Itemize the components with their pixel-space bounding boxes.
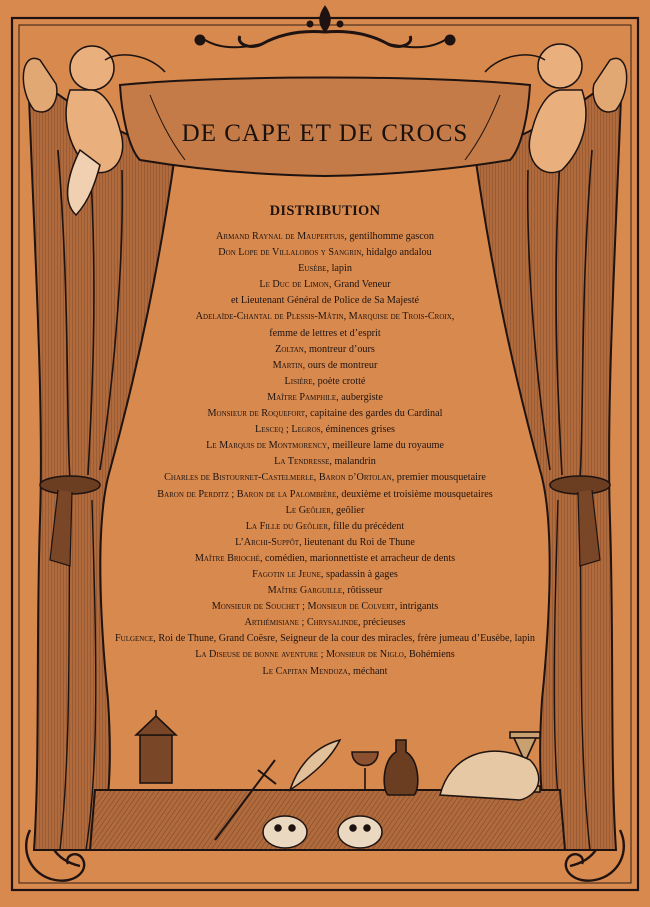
character-name: Monsieur de Roquefort — [207, 408, 306, 420]
cast-entry — [0, 503, 650, 519]
plumed-hat-icon — [440, 751, 539, 800]
cast-list — [0, 229, 650, 680]
stage-props — [90, 710, 565, 850]
character-role: , précieuses — [357, 617, 406, 629]
character-role: , deuxième et troisième mousquetaires — [336, 488, 493, 500]
character-role: , éminences grises — [320, 424, 395, 436]
top-ornament-icon — [195, 6, 455, 47]
character-name: Arthémisiane ; Chrysalinde — [244, 617, 358, 629]
character-role: , aubergiste — [336, 391, 383, 403]
cast-entry — [0, 567, 650, 583]
character-name: Baron de Perditz ; Baron de la Palombière — [157, 488, 337, 500]
character-name: Lisière — [284, 375, 313, 387]
cast-entry — [0, 438, 650, 454]
cast-entry — [0, 261, 650, 277]
character-role: et Lieutenant Général de Police de Sa Majesté — [230, 295, 420, 307]
character-role: , Roi de Thune, Grand Coësre, Seigneur de la cour des miracles, frère jumeau d’Eusèbe, lapin — [153, 633, 536, 645]
character-name: Le Geôlier — [285, 504, 331, 516]
character-name: Don Lope de Villalobos y Sangrin — [218, 247, 362, 259]
cast-entry — [0, 454, 650, 470]
character-name: Martin — [272, 359, 303, 371]
cast-entry — [0, 583, 650, 599]
character-role: , Bohémiens — [403, 649, 455, 661]
character-role: , — [451, 311, 455, 323]
cast-entry — [0, 647, 650, 663]
cast-entry — [0, 519, 650, 535]
character-role: , capitaine des gardes du Cardinal — [305, 408, 443, 420]
character-name: L’Archi-Suppôt — [235, 536, 300, 548]
character-name: Maître Pamphile — [267, 391, 337, 403]
cast-entry — [0, 551, 650, 567]
cast-entry — [0, 535, 650, 551]
character-name: Armand Raynal de Maupertuis — [216, 231, 345, 242]
cast-entry — [0, 631, 650, 647]
character-name: Le Capitan Mendoza — [262, 665, 348, 677]
character-name: Adelaïde-Chantal de Plessis-Mâtin, Marquise de Trois-Croix — [195, 311, 452, 323]
character-name: Lesceq ; Legros — [255, 424, 321, 436]
character-name: Maître Garguille — [267, 585, 343, 597]
character-role: , malandrin — [329, 456, 376, 468]
cast-entry — [0, 374, 650, 390]
bottle-icon — [384, 740, 418, 795]
goblet-icon — [352, 752, 378, 790]
cast-entry — [0, 487, 650, 503]
character-role: , méchant — [347, 665, 388, 677]
character-role: , premier mousquetaire — [391, 472, 486, 484]
character-role: , lapin — [326, 263, 352, 275]
cast-entry — [0, 245, 650, 261]
character-name: La Tendresse — [274, 456, 330, 468]
character-role: , meilleure lame du royaume — [327, 440, 444, 452]
character-name: Fagotin le Jeune — [252, 568, 321, 580]
character-name: La Diseuse de bonne aventure ; Monsieur de Niglo — [195, 649, 404, 661]
character-name: Le Duc de Limon — [259, 279, 329, 291]
quill-icon — [290, 740, 340, 790]
character-name: Fulgence — [114, 633, 154, 645]
character-role: , poète crotté — [312, 375, 366, 387]
cast-entry — [0, 470, 650, 486]
cast-entry — [0, 422, 650, 438]
character-name: Zoltan — [275, 343, 304, 355]
cast-entry — [0, 664, 650, 680]
cast-entry — [0, 599, 650, 615]
cast-entry — [0, 390, 650, 406]
cast-entry — [0, 277, 650, 293]
character-role: , montreur d’ours — [303, 343, 375, 355]
character-role: , lieutenant du Roi de Thune — [299, 536, 415, 548]
cast-entry — [0, 293, 650, 309]
cast-entry — [0, 229, 650, 245]
cast-entry — [0, 358, 650, 374]
cast-entry — [0, 342, 650, 358]
cast-entry — [0, 615, 650, 631]
character-role: , comédien, marionnettiste et arracheur de dents — [259, 552, 456, 564]
character-name: Charles de Bistournet-Castelmerle, Baron d’Ortolan — [164, 472, 392, 484]
character-name: Le Marquis de Montmorency — [206, 440, 328, 452]
character-role: , spadassin à gages — [320, 568, 398, 580]
character-role: , ours de montreur — [302, 359, 378, 371]
cast-entry — [0, 326, 650, 342]
cast-entry — [0, 309, 650, 325]
lantern-icon — [136, 710, 176, 783]
character-role: , Grand Veneur — [328, 279, 391, 291]
character-role: , geôlier — [330, 504, 365, 516]
character-role: , fille du précédent — [327, 520, 405, 532]
book-title: DE CAPE ET DE CROCS — [181, 120, 469, 147]
character-role: , gentilhomme gascon — [344, 231, 434, 242]
character-role: , hidalgo andalou — [361, 247, 432, 259]
character-role: femme de lettres et d’esprit — [269, 327, 381, 339]
character-name: La Fille du Geôlier — [245, 520, 328, 532]
character-role: , rôtisseur — [342, 585, 383, 597]
cast-entry — [0, 406, 650, 422]
character-name: Eusèbe — [298, 263, 327, 275]
distribution-heading: DISTRIBUTION — [269, 203, 381, 219]
character-name: Maître Brioché — [194, 552, 260, 564]
character-role: , intrigants — [394, 601, 439, 613]
character-name: Monsieur de Souchet ; Monsieur de Colvert — [211, 601, 395, 613]
